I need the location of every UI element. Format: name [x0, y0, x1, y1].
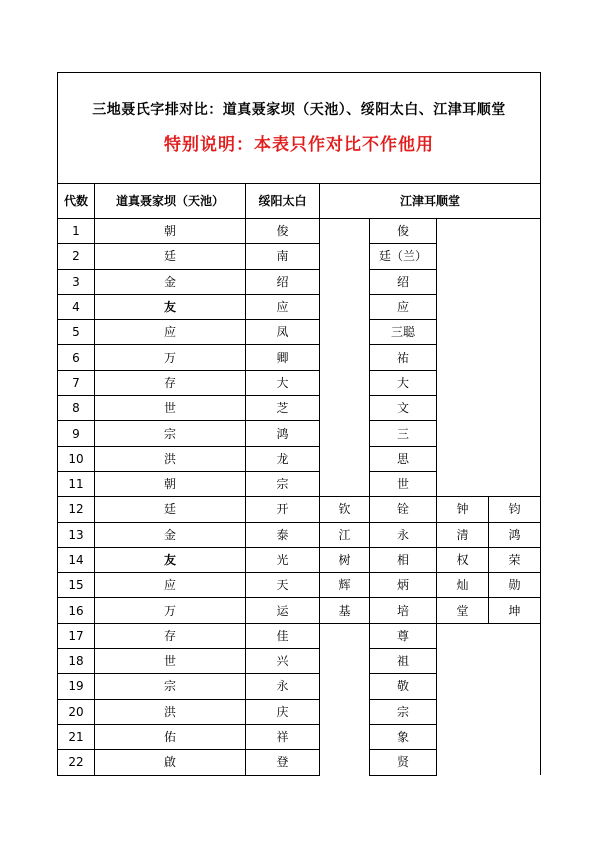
daozhen-cell: 友 — [95, 294, 246, 319]
suiyang-cell: 宗 — [246, 471, 320, 496]
daozhen-cell: 啟 — [95, 750, 246, 775]
suiyang-cell: 佳 — [246, 623, 320, 648]
table-row — [58, 345, 541, 370]
jiangjin-blank-left — [320, 446, 370, 471]
daozhen-cell: 万 — [95, 345, 246, 370]
jiangjin-cell: 祐 — [370, 345, 437, 370]
table-row — [58, 522, 541, 547]
jiangjin-blank-left — [320, 269, 370, 294]
header-cell — [58, 73, 541, 184]
jiangjin-blank-right — [437, 370, 541, 395]
suiyang-cell: 鸿 — [246, 421, 320, 446]
generation-cell: 12 — [58, 497, 95, 522]
daozhen-cell: 金 — [95, 269, 246, 294]
daozhen-cell: 廷 — [95, 497, 246, 522]
table-row — [58, 244, 541, 269]
generation-cell: 9 — [58, 421, 95, 446]
jiangjin-cell: 培 — [370, 598, 437, 623]
jiangjin-branch-a-cell: 辉 — [320, 573, 370, 598]
jiangjin-blank-left — [320, 699, 370, 724]
jiangjin-blank-right — [437, 446, 541, 471]
table-row — [58, 320, 541, 345]
jiangjin-blank-left — [320, 370, 370, 395]
suiyang-cell: 凤 — [246, 320, 320, 345]
jiangjin-cell: 思 — [370, 446, 437, 471]
jiangjin-blank-left — [320, 649, 370, 674]
jiangjin-blank-left — [320, 724, 370, 749]
daozhen-cell: 洪 — [95, 446, 246, 471]
generation-cell: 5 — [58, 320, 95, 345]
jiangjin-cell: 应 — [370, 294, 437, 319]
suiyang-cell: 光 — [246, 547, 320, 572]
daozhen-cell: 世 — [95, 396, 246, 421]
daozhen-cell: 存 — [95, 623, 246, 648]
jiangjin-blank-right — [437, 471, 541, 496]
jiangjin-cell: 象 — [370, 724, 437, 749]
jiangjin-blank-right — [437, 674, 541, 699]
suiyang-cell: 运 — [246, 598, 320, 623]
daozhen-cell: 朝 — [95, 219, 246, 244]
generation-cell: 10 — [58, 446, 95, 471]
jiangjin-cell: 宗 — [370, 699, 437, 724]
jiangjin-branch-d-cell: 鸿 — [489, 522, 541, 547]
table-row — [58, 396, 541, 421]
daozhen-cell: 朝 — [95, 471, 246, 496]
generation-cell: 15 — [58, 573, 95, 598]
generation-cell: 3 — [58, 269, 95, 294]
jiangjin-branch-d-cell: 钧 — [489, 497, 541, 522]
usage-note: 特别说明：本表只作对比不作他用 — [164, 134, 435, 155]
table-row — [58, 674, 541, 699]
suiyang-cell: 兴 — [246, 649, 320, 674]
jiangjin-blank-right — [437, 345, 541, 370]
table-row — [58, 219, 541, 244]
jiangjin-blank-right — [437, 649, 541, 674]
generation-cell: 2 — [58, 244, 95, 269]
jiangjin-blank-right — [437, 699, 541, 724]
jiangjin-blank-left — [320, 471, 370, 496]
table-row — [58, 724, 541, 749]
generation-cell: 19 — [58, 674, 95, 699]
generation-cell: 16 — [58, 598, 95, 623]
suiyang-cell: 芝 — [246, 396, 320, 421]
jiangjin-branch-a-cell: 钦 — [320, 497, 370, 522]
daozhen-cell: 宗 — [95, 421, 246, 446]
jiangjin-blank-right — [437, 396, 541, 421]
table-row — [58, 547, 541, 572]
generation-cell: 1 — [58, 219, 95, 244]
jiangjin-cell: 相 — [370, 547, 437, 572]
jiangjin-cell: 炳 — [370, 573, 437, 598]
comparison-table — [57, 72, 541, 776]
jiangjin-blank-left — [320, 750, 370, 775]
jiangjin-blank-right — [437, 320, 541, 345]
jiangjin-cell: 世 — [370, 471, 437, 496]
table-row — [58, 370, 541, 395]
suiyang-cell: 庆 — [246, 699, 320, 724]
generation-cell: 8 — [58, 396, 95, 421]
suiyang-cell: 应 — [246, 294, 320, 319]
jiangjin-cell: 三聪 — [370, 320, 437, 345]
table-row — [58, 471, 541, 496]
generation-cell: 13 — [58, 522, 95, 547]
jiangjin-branch-c-cell: 钟 — [437, 497, 489, 522]
jiangjin-branch-a-cell: 基 — [320, 598, 370, 623]
table-row — [58, 294, 541, 319]
daozhen-cell: 应 — [95, 320, 246, 345]
suiyang-cell: 开 — [246, 497, 320, 522]
jiangjin-cell: 绍 — [370, 269, 437, 294]
suiyang-cell: 大 — [246, 370, 320, 395]
jiangjin-branch-c-cell: 灿 — [437, 573, 489, 598]
jiangjin-branch-a-cell: 江 — [320, 522, 370, 547]
jiangjin-branch-d-cell: 荣 — [489, 547, 541, 572]
suiyang-cell: 泰 — [246, 522, 320, 547]
daozhen-cell: 友 — [95, 547, 246, 572]
jiangjin-cell: 廷（兰） — [370, 244, 437, 269]
daozhen-cell: 世 — [95, 649, 246, 674]
table-row — [58, 699, 541, 724]
jiangjin-branch-d-cell: 勋 — [489, 573, 541, 598]
jiangjin-branch-c-cell: 权 — [437, 547, 489, 572]
jiangjin-blank-left — [320, 320, 370, 345]
generation-cell: 4 — [58, 294, 95, 319]
daozhen-cell: 万 — [95, 598, 246, 623]
daozhen-cell: 金 — [95, 522, 246, 547]
jiangjin-blank-right — [437, 294, 541, 319]
table-row — [58, 497, 541, 522]
suiyang-cell: 登 — [246, 750, 320, 775]
jiangjin-blank-left — [320, 294, 370, 319]
jiangjin-cell: 俊 — [370, 219, 437, 244]
suiyang-cell: 卿 — [246, 345, 320, 370]
jiangjin-branch-c-cell: 清 — [437, 522, 489, 547]
jiangjin-cell: 敬 — [370, 674, 437, 699]
suiyang-cell: 绍 — [246, 269, 320, 294]
table-row — [58, 269, 541, 294]
column-header-row — [58, 184, 541, 219]
generation-header: 代数 — [58, 184, 95, 219]
jiangjin-cell: 铨 — [370, 497, 437, 522]
jiangjin-cell: 永 — [370, 522, 437, 547]
jiangjin-cell: 尊 — [370, 623, 437, 648]
jiangjin-blank-left — [320, 674, 370, 699]
daozhen-cell: 存 — [95, 370, 246, 395]
generation-cell: 6 — [58, 345, 95, 370]
generation-cell: 7 — [58, 370, 95, 395]
header-row — [58, 73, 541, 184]
jiangjin-blank-left — [320, 396, 370, 421]
suiyang-cell: 龙 — [246, 446, 320, 471]
daozhen-cell: 宗 — [95, 674, 246, 699]
generation-cell: 17 — [58, 623, 95, 648]
jiangjin-cell: 贤 — [370, 750, 437, 775]
jiangjin-cell: 文 — [370, 396, 437, 421]
table-row — [58, 649, 541, 674]
jiangjin-blank-right — [437, 244, 541, 269]
daozhen-cell: 佑 — [95, 724, 246, 749]
generation-cell: 18 — [58, 649, 95, 674]
suiyang-header: 绥阳太白 — [246, 184, 320, 219]
jiangjin-blank-right — [437, 724, 541, 749]
daozhen-cell: 廷 — [95, 244, 246, 269]
jiangjin-cell: 三 — [370, 421, 437, 446]
suiyang-cell: 祥 — [246, 724, 320, 749]
generation-cell: 22 — [58, 750, 95, 775]
table-title: 三地聂氏字排对比：道真聂家坝（天池）、绥阳太白、江津耳顺堂 — [92, 101, 506, 118]
jiangjin-blank-left — [320, 244, 370, 269]
daozhen-cell: 洪 — [95, 699, 246, 724]
jiangjin-cell: 大 — [370, 370, 437, 395]
table-row — [58, 421, 541, 446]
table-row — [58, 750, 541, 775]
jiangjin-blank-left — [320, 623, 370, 648]
suiyang-cell: 天 — [246, 573, 320, 598]
suiyang-cell: 南 — [246, 244, 320, 269]
jiangjin-branch-a-cell: 树 — [320, 547, 370, 572]
daozhen-header: 道真聂家坝（天池） — [95, 184, 246, 219]
jiangjin-branch-c-cell: 堂 — [437, 598, 489, 623]
generation-cell: 21 — [58, 724, 95, 749]
jiangjin-blank-left — [320, 421, 370, 446]
generation-cell: 11 — [58, 471, 95, 496]
jiangjin-header: 江津耳顺堂 — [320, 184, 541, 219]
table-row — [58, 598, 541, 623]
suiyang-cell: 俊 — [246, 219, 320, 244]
table-row — [58, 573, 541, 598]
jiangjin-blank-right — [437, 219, 541, 244]
generation-cell: 20 — [58, 699, 95, 724]
jiangjin-blank-right — [437, 750, 541, 775]
table-row — [58, 446, 541, 471]
generation-cell: 14 — [58, 547, 95, 572]
jiangjin-branch-d-cell: 坤 — [489, 598, 541, 623]
jiangjin-blank-right — [437, 623, 541, 648]
jiangjin-cell: 祖 — [370, 649, 437, 674]
suiyang-cell: 永 — [246, 674, 320, 699]
table-row — [58, 623, 541, 648]
jiangjin-blank-left — [320, 219, 370, 244]
jiangjin-blank-right — [437, 421, 541, 446]
jiangjin-blank-right — [437, 269, 541, 294]
daozhen-cell: 应 — [95, 573, 246, 598]
jiangjin-blank-left — [320, 345, 370, 370]
